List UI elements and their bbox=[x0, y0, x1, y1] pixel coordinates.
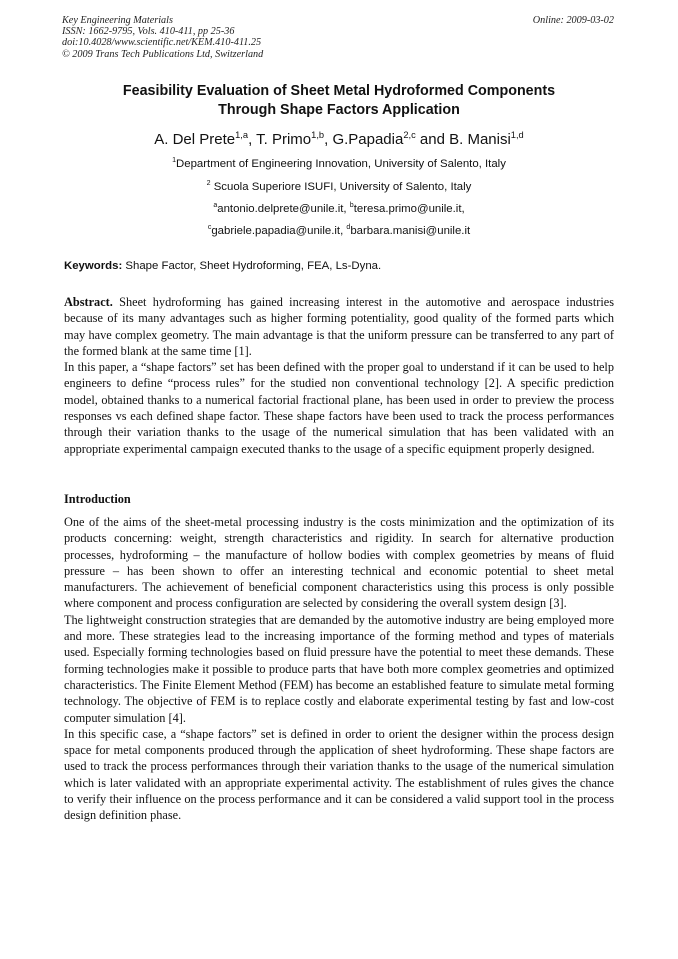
author-name: A. Del Prete bbox=[154, 131, 236, 148]
title-line-1: Feasibility Evaluation of Sheet Metal Hydroformed Components bbox=[122, 83, 556, 99]
author-sup: 1,d bbox=[510, 130, 524, 140]
author-sep: , bbox=[324, 131, 333, 148]
paper-title bbox=[62, 82, 616, 119]
copyright-line: © 2009 Trans Tech Publications Ltd, Switzerland bbox=[62, 48, 264, 60]
abstract-section bbox=[64, 294, 614, 457]
abstract-paragraph: In this paper, a “shape factors” set has been defined with the proper goal to understand if it can be used to help engineers to define “process rules” for the studied non conventional technology [2]. A specific prediction model, obtained thanks to a numerical factorial fractional plane, has been used in order to preview the process responses vs each defined shape factor. These shape factors have been used to track the process performances through their variation thanks to the usage of the numerical simulation that has been validated with an appropriate experimental campaign executed thanks to the usage of a specific equipment properly designed. bbox=[64, 360, 614, 456]
keywords-text: Shape Factor, Sheet Hydroforming, FEA, Ls-Dyna. bbox=[122, 260, 382, 272]
author-sup: 1,a bbox=[235, 130, 249, 140]
introduction-paragraph: The lightweight construction strategies that are demanded by the automotive industry are being employed more and more. These strategies lead to the increasing importance of the forming method and types of materials used. Especially forming technologies based on fluid pressure have the potential to meet these demands. These forming technologies make it possible to produce parts that have both more complex geometries and optimized characteristics. The Finite Element Method (FEM) has become an established feature to simulate metal forming technology. The objective of FEM is to replace costly and elaborate experimental testing by fast and low-cost computer simulation [4]. bbox=[64, 612, 614, 725]
author-sup: 1,b bbox=[311, 130, 325, 140]
keywords bbox=[64, 259, 381, 273]
email-sup: c bbox=[207, 224, 212, 232]
author-sup: 2,c bbox=[403, 130, 416, 140]
title-line-2: Through Shape Factors Application bbox=[218, 101, 460, 118]
author-sep: , bbox=[248, 131, 257, 148]
email-link[interactable]: barbara.manisi@unile.it bbox=[350, 225, 471, 237]
affiliation-1 bbox=[62, 157, 616, 171]
author-list bbox=[62, 130, 616, 150]
introduction-heading: Introduction bbox=[64, 492, 131, 506]
journal-header bbox=[62, 15, 263, 60]
email-sup: d bbox=[346, 224, 351, 232]
email-sup: a bbox=[213, 202, 218, 210]
author-name: G.Papadia bbox=[332, 131, 404, 148]
affiliation-text: Department of Engineering Innovation, University of Salento, Italy bbox=[176, 158, 506, 170]
email-sup: b bbox=[349, 202, 354, 210]
email-line-2 bbox=[62, 224, 616, 238]
abstract-text: Sheet hydroforming has gained increasing interest in the automotive and aerospace industries because of its many advantages such as higher forming potentiality, good quality of the formed parts which may have complex geometry. The main advantage is that the uniform pressure can be transferred to any part of the formed blank at the same time [1]. bbox=[64, 295, 614, 358]
abstract-paragraph bbox=[64, 294, 614, 359]
author-name: B. Manisi bbox=[449, 131, 511, 148]
issn-line: ISSN: 1662-9795, Vols. 410-411, pp 25-36 bbox=[62, 26, 235, 38]
doi-line: doi:10.4028/www.scientific.net/KEM.410-411.25 bbox=[62, 37, 262, 49]
introduction-paragraph: In this specific case, a “shape factors” set is defined in order to orient the designer within the process design space for metal components produced through the application of sheet hydroforming. These shape factors are used to track the process performances through their variation thanks to the usage of the numerical simulation which is later validated with an appropriate experimental activity. The establishment of rules gives the chance to verify their influence on the process performance and it can be considered a valid support tool in the process design definition phase. bbox=[64, 726, 614, 823]
introduction-paragraph: One of the aims of the sheet-metal processing industry is the costs minimization and the optimization of its products concerning: weight, strength characteristics and rigidity. In search for alternative production processes, hydroforming – the manufacture of hollow bodies with complex geometries by means of fluid pressure – has been shown to offer an interesting technical and economic potential to sheet metal manufacturers. The achievement of beneficial component characteristics using this process is only possible where component and process configuration are selected by considering the overall system design [3]. bbox=[64, 515, 614, 611]
author-name: T. Primo bbox=[256, 131, 312, 148]
email-link[interactable]: teresa.primo@unile.it, bbox=[353, 203, 465, 215]
affiliation-text: Scuola Superiore ISUFI, University of Salento, Italy bbox=[210, 181, 472, 193]
affiliation-2 bbox=[62, 180, 616, 194]
affiliation-sup: 1 bbox=[172, 157, 177, 165]
affiliation-sup: 2 bbox=[206, 180, 211, 188]
email-line-1 bbox=[62, 202, 616, 216]
online-date: Online: 2009-03-02 bbox=[532, 15, 614, 26]
author-sep: and bbox=[415, 131, 450, 148]
abstract-label: Abstract. bbox=[64, 295, 113, 309]
introduction-section bbox=[64, 514, 614, 824]
email-link[interactable]: antonio.delprete@unile.it, bbox=[217, 203, 350, 215]
email-link[interactable]: gabriele.papadia@unile.it, bbox=[211, 225, 347, 237]
journal-name: Key Engineering Materials bbox=[62, 15, 173, 26]
keywords-label: Keywords: bbox=[64, 260, 123, 272]
